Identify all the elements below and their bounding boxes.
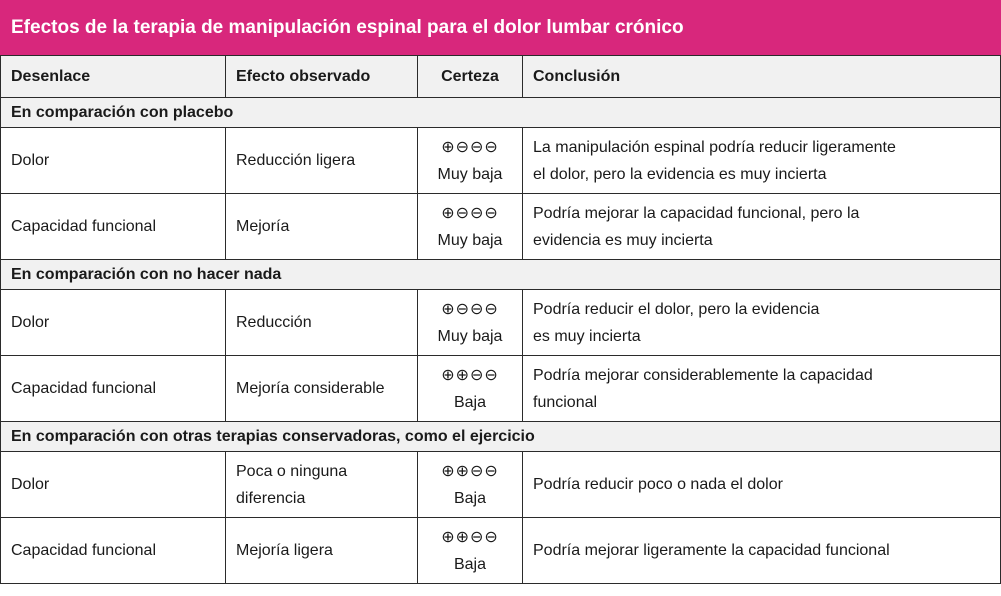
- outcome-cell: Capacidad funcional: [1, 356, 226, 422]
- certainty-level: Baja: [453, 489, 487, 507]
- conclusion-cell: [523, 194, 1001, 260]
- conclusion-line: el dolor, pero la evidencia es muy incierta: [533, 165, 827, 183]
- conclusion-line: Podría mejorar considerablemente la capacidad: [533, 366, 873, 384]
- effect-cell: Reducción ligera: [226, 128, 418, 194]
- group-row-other-therapies: [1, 422, 1001, 452]
- header-outcome: Desenlace: [1, 56, 226, 98]
- table-row: [1, 452, 1001, 518]
- table-row: [1, 194, 1001, 260]
- conclusion-line: funcional: [533, 393, 598, 411]
- certainty-level: Baja: [453, 555, 487, 573]
- effect-cell: Mejoría considerable: [226, 356, 418, 422]
- header-certainty: Certeza: [418, 56, 523, 98]
- conclusion-cell: [523, 518, 1001, 584]
- effect-cell: Mejoría: [226, 194, 418, 260]
- conclusion-line: Podría mejorar ligeramente la capacidad funcional: [533, 542, 890, 559]
- conclusion-line: evidencia es muy incierta: [533, 231, 713, 249]
- conclusion-line: es muy incierta: [533, 327, 641, 345]
- group-row-nothing: [1, 260, 1001, 290]
- header-row: [1, 56, 1001, 98]
- table-row: [1, 290, 1001, 356]
- outcome-cell: Dolor: [1, 128, 226, 194]
- conclusion-cell: [523, 128, 1001, 194]
- group-row-placebo: [1, 98, 1001, 128]
- effect-cell: Mejoría ligera: [226, 518, 418, 584]
- certainty-level: Muy baja: [437, 231, 503, 249]
- conclusion-line: Podría reducir poco o nada el dolor: [533, 476, 783, 493]
- conclusion-line: La manipulación espinal podría reducir ligeramente: [533, 138, 896, 156]
- effect-cell: [226, 452, 418, 518]
- group-label: En comparación con otras terapias conservadoras, como el ejercicio: [1, 422, 1001, 452]
- header-effect: Efecto observado: [226, 56, 418, 98]
- certainty-cell: [418, 128, 523, 194]
- certainty-symbols: ⊕⊖⊖⊖: [441, 204, 499, 222]
- certainty-cell: [418, 518, 523, 584]
- header-conclusion: Conclusión: [523, 56, 1001, 98]
- certainty-cell: [418, 290, 523, 356]
- certainty-cell: [418, 194, 523, 260]
- certainty-cell: [418, 452, 523, 518]
- effect-line: diferencia: [236, 489, 306, 507]
- conclusion-line: Podría reducir el dolor, pero la evidencia: [533, 300, 820, 318]
- outcome-cell: Capacidad funcional: [1, 194, 226, 260]
- conclusion-cell: [523, 290, 1001, 356]
- group-label: En comparación con placebo: [1, 98, 1001, 128]
- certainty-symbols: ⊕⊕⊖⊖: [441, 462, 499, 480]
- conclusion-cell: [523, 452, 1001, 518]
- outcome-cell: Dolor: [1, 290, 226, 356]
- effect-cell: Reducción: [226, 290, 418, 356]
- table-row: [1, 356, 1001, 422]
- conclusion-line: Podría mejorar la capacidad funcional, pero la: [533, 204, 860, 222]
- certainty-symbols: ⊕⊖⊖⊖: [441, 300, 499, 318]
- certainty-cell: [418, 356, 523, 422]
- certainty-level: Baja: [453, 393, 487, 411]
- results-table: [0, 55, 1001, 584]
- certainty-symbols: ⊕⊖⊖⊖: [441, 138, 499, 156]
- certainty-level: Muy baja: [437, 165, 503, 183]
- table-title: Efectos de la terapia de manipulación espinal para el dolor lumbar crónico: [0, 0, 1001, 55]
- conclusion-cell: [523, 356, 1001, 422]
- outcome-cell: Dolor: [1, 452, 226, 518]
- outcome-cell: Capacidad funcional: [1, 518, 226, 584]
- group-label: En comparación con no hacer nada: [1, 260, 1001, 290]
- certainty-symbols: ⊕⊕⊖⊖: [441, 366, 499, 384]
- certainty-symbols: ⊕⊕⊖⊖: [441, 528, 499, 546]
- effect-line: Poca o ninguna: [236, 462, 348, 480]
- table-row: [1, 128, 1001, 194]
- table-row: [1, 518, 1001, 584]
- certainty-level: Muy baja: [437, 327, 503, 345]
